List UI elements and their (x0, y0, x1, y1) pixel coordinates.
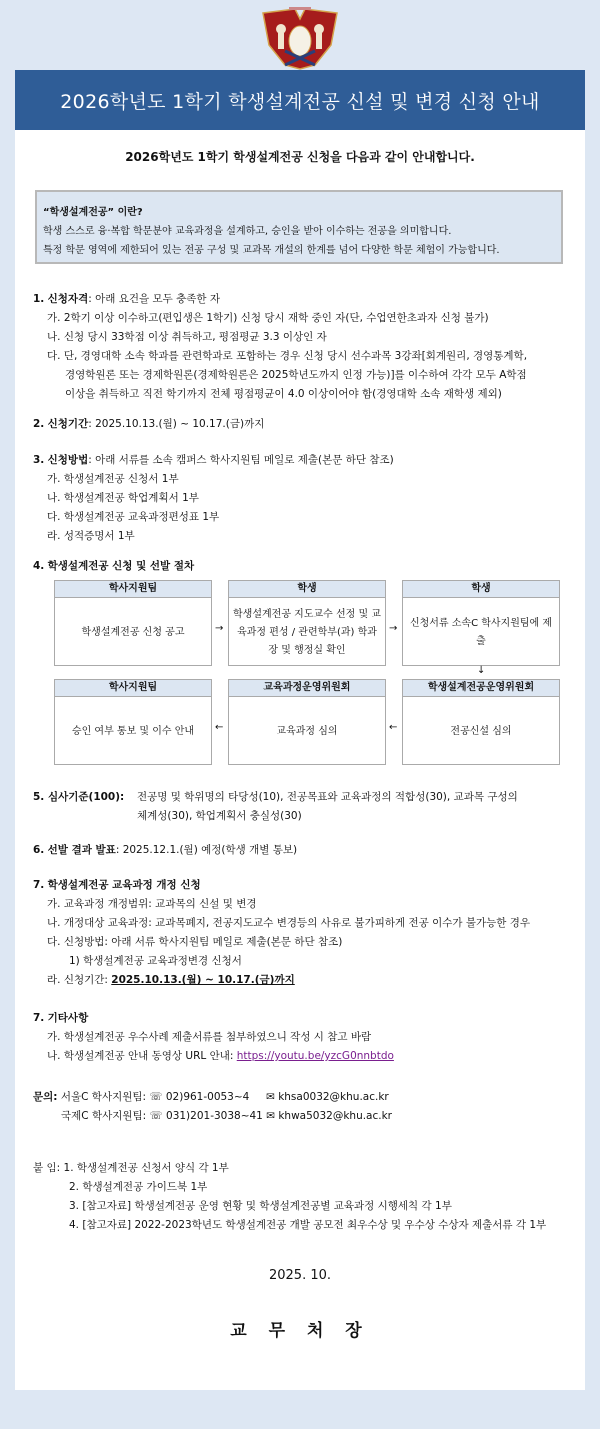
section-label: 신청방법 (47, 454, 89, 466)
section-misc (33, 1009, 573, 1066)
contact-team: 국제C 학사지원팀: (61, 1110, 150, 1122)
list-item: 가. 교육과정 개정범위: 교과목의 신설 및 변경 (47, 898, 257, 910)
section-number: 1. (33, 293, 45, 305)
page-title: 2026학년도 1학기 학생설계전공 신설 및 변경 신청 안내 (15, 70, 585, 130)
section-number: 5. (33, 791, 45, 803)
flow-step-body: 승인 여부 통보 및 이수 안내 (71, 725, 195, 737)
flow-step-head: 학생설계전공운영위원회 (403, 680, 559, 697)
flow-step (228, 679, 386, 765)
section-number: 6. (33, 844, 45, 856)
contact-label: 문의: (33, 1091, 58, 1103)
list-item: 나. 학생설계전공 학업계획서 1부 (47, 492, 199, 504)
section-procedure (33, 557, 573, 576)
section-label: 기타사항 (47, 1012, 89, 1024)
flow-step (402, 580, 560, 666)
section-text: 체계성(30), 학업계획서 충실성(30) (137, 810, 302, 822)
section-label: 학생설계전공 교육과정 개정 신청 (47, 879, 201, 891)
flow-step-head: 학사지원팀 (55, 680, 211, 697)
contact-email[interactable]: ✉ khsa0032@khu.ac.kr (266, 1091, 389, 1103)
section-number: 7. (33, 879, 45, 891)
arrow-left-icon: ← (389, 722, 398, 733)
attachment-item: 4. [참고자료] 2022-2023학년도 학생설계전공 개발 공모전 최우수상 및 우수상 수상자 제출서류 각 1부 (69, 1219, 547, 1231)
flow-step-head: 학생 (229, 581, 385, 598)
attachment-item: 3. [참고자료] 학생설계전공 운영 현황 및 학생설계전공별 교육과정 시행세칙 각 1부 (69, 1200, 452, 1212)
intro-text: 2026학년도 1학기 학생설계전공 신청을 다음과 같이 안내합니다. (125, 150, 475, 164)
flow-step-head: 학사지원팀 (55, 581, 211, 598)
sub-item: 1) 학생설계전공 교육과정변경 신청서 (69, 955, 242, 967)
list-item: 나. 신청 당시 33학점 이상 취득하고, 평점평균 3.3 이상인 자 (47, 331, 327, 343)
arrow-left-icon: ← (215, 722, 224, 733)
section-number: 2. (33, 418, 45, 430)
attachment-item: 1. 학생설계전공 신청서 양식 각 1부 (63, 1162, 229, 1174)
list-item-continued: 경영학원론 또는 경제학원론(경제학원론은 2025학년도까지 인정 가능)]를 이수하여 각각 모두 A학점 (65, 369, 527, 381)
list-item: 다. 학생설계전공 교육과정편성표 1부 (47, 511, 220, 523)
notice-sheet (15, 70, 585, 1390)
section-text: : 아래 서류를 소속 캠퍼스 학사지원팀 메일로 제출(본문 하단 참조) (88, 454, 394, 466)
section-label: 선발 결과 발표 (47, 844, 116, 856)
section-label-text: 심사기준(100): (47, 791, 125, 803)
flow-step-body: 신청서류 소속C 학사지원팀에 제출 (409, 617, 553, 647)
definition-line: 학생 스스로 융·복합 학문분야 교육과정을 설계하고, 승인을 받아 이수하는 전공을 의미합니다. (43, 226, 452, 237)
section-label: 신청자격 (47, 293, 89, 305)
list-item: 가. 2학기 이상 이수하고(편입생은 1학기) 신청 당시 재학 중인 자(단, 수업연한초과자 신청 불가) (47, 312, 489, 324)
list-item: 다. 단, 경영대학 소속 학과를 관련학과로 포함하는 경우 신청 당시 선수과목 3강좌[회계원리, 경영통계학, (47, 350, 528, 362)
contact-phone: ☏ 031)201-3038~41 (149, 1110, 263, 1122)
contact-section (33, 1088, 573, 1126)
section-number: 7. (33, 1012, 45, 1024)
issue-date: 2025. 10. (268, 1268, 332, 1283)
attachment-item: 2. 학생설계전공 가이드북 1부 (69, 1181, 208, 1193)
flow-step-head: 교육과정운영위원회 (229, 680, 385, 697)
video-link[interactable]: https://youtu.be/yzcG0nnbtdo (236, 1050, 394, 1062)
flow-step-body: 학생설계전공 지도교수 선정 및 교육과정 편성 / 관련학부(과) 학과장 및 행정실 확인 (233, 608, 381, 656)
flow-step (402, 679, 560, 765)
flow-step-body: 학생설계전공 신청 공고 (81, 626, 185, 638)
flow-step-body: 전공신설 심의 (450, 725, 512, 737)
section-text: : 2025.10.13.(월) ~ 10.17.(금)까지 (88, 418, 265, 430)
flow-step (54, 679, 212, 765)
flow-step-body: 교육과정 심의 (276, 725, 338, 737)
arrow-right-icon: → (215, 623, 224, 634)
list-item: 가. 학생설계전공 우수사례 제출서류를 첨부하였으니 작성 시 참고 바람 (47, 1031, 372, 1043)
section-label: 신청기간 (47, 418, 89, 430)
section-label: 학생설계전공 신청 및 선발 절차 (47, 560, 195, 572)
contact-phone: ☏ 02)961-0053~4 (149, 1091, 250, 1103)
section-text: 전공명 및 학위명의 타당성(10), 전공목표와 교육과정의 적합성(30), 교과목 구성의 (137, 791, 518, 803)
section-period (33, 415, 573, 434)
flow-step (228, 580, 386, 666)
section-number: 3. (33, 454, 45, 466)
list-item: 나. 개정대상 교육과정: 교과목폐지, 전공지도교수 변경등의 사유로 불가피하게 전공 이수가 불가능한 경우 (47, 917, 531, 929)
section-result (33, 841, 573, 860)
list-item-label: 라. 신청기간: (47, 974, 112, 986)
list-item-continued: 이상을 취득하고 직전 학기까지 전체 평점평균이 4.0 이상이어야 함(경영대학 소속 재학생 제외) (65, 388, 502, 400)
arrow-down-icon: ↓ (477, 665, 486, 676)
flow-step-head: 학생 (403, 581, 559, 598)
attachments-section (33, 1159, 573, 1235)
list-item: 라. 성적증명서 1부 (47, 530, 135, 542)
signer: 교 무 처 장 (230, 1321, 370, 1341)
attachments-label: 붙 임: (33, 1162, 61, 1174)
section-method (33, 451, 573, 546)
definition-title: “학생설계전공” 이란? (43, 207, 143, 218)
flow-step (54, 580, 212, 666)
list-item: 가. 학생설계전공 신청서 1부 (47, 473, 179, 485)
section-criteria (33, 788, 573, 826)
list-item: 다. 신청방법: 아래 서류 학사지원팀 메일로 제출(본문 하단 참조) (47, 936, 343, 948)
contact-email[interactable]: ✉ khwa5032@khu.ac.kr (266, 1110, 393, 1122)
arrow-right-icon: → (389, 623, 398, 634)
contact-team: 서울C 학사지원팀: (60, 1091, 150, 1103)
section-text: : 아래 요건을 모두 충족한 자 (88, 293, 221, 305)
section-label (33, 788, 137, 826)
section-text: : 2025.12.1.(월) 예정(학생 개별 통보) (115, 844, 298, 856)
section-eligibility (33, 290, 573, 404)
section-number: 4. (33, 560, 45, 572)
definition-box (35, 190, 563, 264)
section-curriculum-change (33, 876, 573, 990)
period-value: 2025.10.13.(월) ~ 10.17.(금)까지 (111, 974, 295, 986)
list-item-label: 나. 학생설계전공 안내 동영상 URL 안내: (47, 1050, 237, 1062)
definition-line: 특정 학문 영역에 제한되어 있는 전공 구성 및 교과목 개설의 한계를 넘어 다양한 학문 체험이 가능합니다. (43, 245, 500, 256)
university-seal-logo (255, 5, 345, 71)
